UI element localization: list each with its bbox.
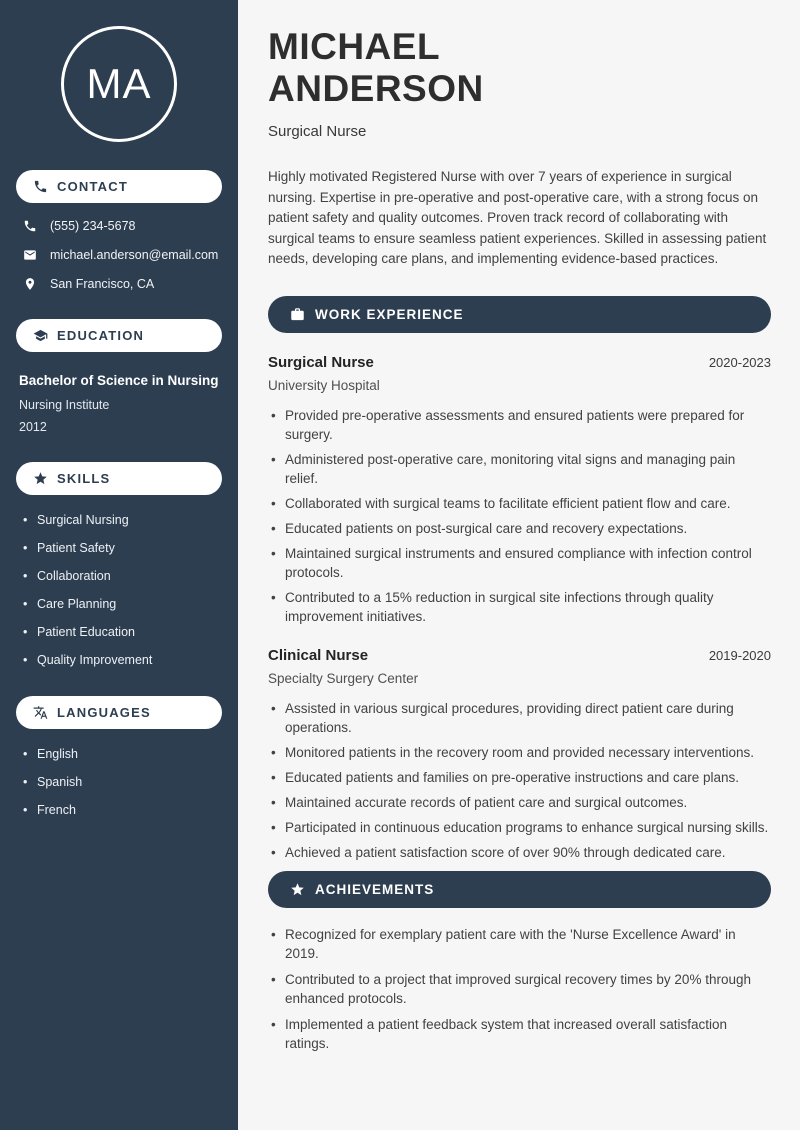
education-school: Nursing Institute bbox=[19, 398, 110, 412]
envelope-icon bbox=[23, 248, 37, 262]
education-entry bbox=[16, 372, 222, 434]
language-item: • English bbox=[23, 747, 222, 762]
job-bullet: • Educated patients and families on pre-operative instructions and care plans. bbox=[268, 768, 771, 787]
job-bullet: • Monitored patients in the recovery room and provided necessary interventions. bbox=[268, 743, 771, 762]
job-role: Surgical Nurse bbox=[268, 353, 374, 371]
skill-item: • Collaboration bbox=[23, 569, 222, 584]
email-address: michael.anderson@email.com bbox=[50, 248, 219, 262]
education-section-header bbox=[16, 319, 222, 352]
languages-list bbox=[16, 747, 222, 818]
achievements-section-header bbox=[268, 871, 771, 908]
person-name bbox=[268, 26, 771, 110]
sidebar bbox=[0, 0, 238, 1130]
language-item: • Spanish bbox=[23, 775, 222, 790]
languages-section-title: LANGUAGES bbox=[57, 705, 151, 720]
achievements-section-title: ACHIEVEMENTS bbox=[315, 881, 435, 897]
job-bullet: • Participated in continuous education programs to enhance surgical nursing skills. bbox=[268, 818, 771, 837]
job-company: University Hospital bbox=[268, 377, 380, 393]
languages-section-header bbox=[16, 696, 222, 729]
skill-item: • Patient Education bbox=[23, 625, 222, 640]
job-bullet: • Administered post-operative care, monitoring vital signs and managing pain relief. bbox=[268, 450, 771, 488]
location-pin-icon bbox=[23, 277, 37, 291]
work-experience-section-title: WORK EXPERIENCE bbox=[315, 306, 464, 322]
skills-section-header bbox=[16, 462, 222, 495]
achievement-bullet: • Contributed to a project that improved surgical recovery times by 20% through enhanced protocols. bbox=[268, 970, 771, 1008]
skills-list bbox=[16, 513, 222, 668]
contact-phone-row bbox=[16, 219, 222, 233]
graduation-cap-icon bbox=[33, 328, 48, 343]
contact-list bbox=[16, 219, 222, 291]
phone-number: (555) 234-5678 bbox=[50, 219, 136, 233]
briefcase-icon bbox=[290, 307, 305, 322]
person-job-title: Surgical Nurse bbox=[268, 123, 367, 140]
job-bullet-list bbox=[268, 699, 771, 862]
language-item: • French bbox=[23, 803, 222, 818]
skill-item: • Patient Safety bbox=[23, 541, 222, 556]
job-bullet-list bbox=[268, 406, 771, 626]
contact-email-row bbox=[16, 248, 222, 262]
job-company: Specialty Surgery Center bbox=[268, 670, 419, 686]
job-bullet: • Collaborated with surgical teams to facilitate efficient patient flow and care. bbox=[268, 494, 771, 513]
avatar-wrap bbox=[16, 26, 222, 142]
achievements-list bbox=[268, 925, 771, 1053]
job-bullet: • Achieved a patient satisfaction score of over 90% through dedicated care. bbox=[268, 843, 771, 862]
avatar bbox=[61, 26, 177, 142]
job-header bbox=[268, 354, 771, 371]
contact-location-row bbox=[16, 277, 222, 291]
phone-icon bbox=[23, 219, 37, 233]
achievement-bullet: • Implemented a patient feedback system that increased overall satisfaction ratings. bbox=[268, 1015, 771, 1053]
translate-icon bbox=[33, 705, 48, 720]
education-year: 2012 bbox=[19, 420, 47, 434]
education-section-title: EDUCATION bbox=[57, 328, 145, 343]
skill-item: • Surgical Nursing bbox=[23, 513, 222, 528]
job-entry bbox=[268, 647, 771, 862]
job-bullet: • Educated patients on post-surgical care and recovery expectations. bbox=[268, 519, 771, 538]
skills-section-title: SKILLS bbox=[57, 471, 111, 486]
job-bullet: • Assisted in various surgical procedures, providing direct patient care during operations. bbox=[268, 699, 771, 737]
person-last-name: ANDERSON bbox=[268, 68, 484, 109]
person-first-name: MICHAEL bbox=[268, 26, 441, 67]
star-icon bbox=[290, 882, 305, 897]
achievement-bullet: • Recognized for exemplary patient care with the 'Nurse Excellence Award' in 2019. bbox=[268, 925, 771, 963]
job-entry bbox=[268, 354, 771, 626]
job-dates: 2019-2020 bbox=[708, 647, 771, 663]
job-bullet: • Contributed to a 15% reduction in surgical site infections through quality improvement initiatives. bbox=[268, 588, 771, 626]
phone-icon bbox=[33, 179, 48, 194]
skill-item: • Care Planning bbox=[23, 597, 222, 612]
skill-item: • Quality Improvement bbox=[23, 653, 222, 668]
education-degree: Bachelor of Science in Nursing bbox=[19, 373, 219, 388]
main-content bbox=[238, 0, 800, 1130]
contact-section-header bbox=[16, 170, 222, 203]
job-role: Clinical Nurse bbox=[268, 646, 369, 664]
location-text: San Francisco, CA bbox=[50, 277, 155, 291]
avatar-initials: MA bbox=[86, 60, 152, 107]
job-header bbox=[268, 647, 771, 664]
job-bullet: • Maintained accurate records of patient care and surgical outcomes. bbox=[268, 793, 771, 812]
professional-summary: Highly motivated Registered Nurse with over 7 years of experience in surgical nursing. Expertise in pre-operative and post-operative care, with a strong focus on patient safety and quality outcomes. Proven track record of collaborating with surgical teams to ensure seamless patient experiences. Skilled in assessing patient needs, developing care plans, and implementing evidence-based practices. bbox=[268, 169, 767, 266]
job-dates: 2020-2023 bbox=[708, 354, 771, 370]
work-experience-section-header bbox=[268, 296, 771, 333]
contact-section-title: CONTACT bbox=[57, 179, 128, 194]
star-icon bbox=[33, 471, 48, 486]
job-bullet: • Maintained surgical instruments and ensured compliance with infection control protocols. bbox=[268, 544, 771, 582]
job-bullet: • Provided pre-operative assessments and ensured patients were prepared for surgery. bbox=[268, 406, 771, 444]
